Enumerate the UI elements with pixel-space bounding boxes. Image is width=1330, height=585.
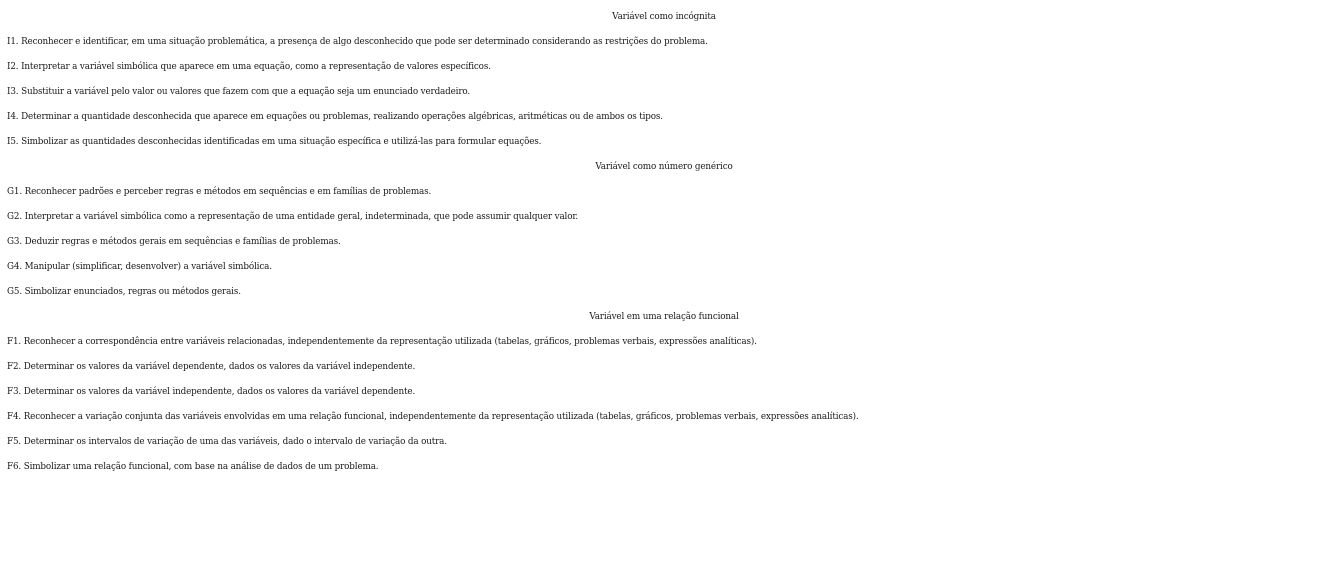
section-heading: Variável como número genérico bbox=[595, 162, 733, 172]
section-variable-in-functional-relation bbox=[0, 305, 1330, 480]
section-heading: Variável como incógnita bbox=[612, 12, 716, 22]
list-item: G3. Deduzir regras e métodos gerais em sequências e famílias de problemas. bbox=[7, 237, 341, 247]
list-item: I2. Interpretar a variável simbólica que aparece em uma equação, como a representação de valores específicos. bbox=[7, 62, 491, 72]
section-variable-as-generic-number bbox=[0, 155, 1330, 305]
list-item: F1. Reconhecer a correspondência entre variáveis relacionadas, independentemente da representação utilizada (tabelas, gráficos, problemas verbais, expressões analíticas). bbox=[7, 337, 757, 347]
list-item: G2. Interpretar a variável simbólica como a representação de uma entidade geral, indeterminada, que pode assumir qualquer valor. bbox=[7, 212, 579, 222]
list-item: I3. Substituir a variável pelo valor ou valores que fazem com que a equação seja um enunciado verdadeiro. bbox=[7, 87, 471, 97]
list-item: G1. Reconhecer padrões e perceber regras e métodos em sequências e em famílias de problemas. bbox=[7, 187, 432, 197]
list-item: F2. Determinar os valores da variável dependente, dados os valores da variável independente. bbox=[7, 362, 416, 372]
list-item: F5. Determinar os intervalos de variação de uma das variáveis, dado o intervalo de variação da outra. bbox=[7, 437, 447, 447]
document-body bbox=[0, 5, 1330, 480]
list-item: I4. Determinar a quantidade desconhecida que aparece em equações ou problemas, realizando operações algébricas, aritméticas ou de ambos os tipos. bbox=[7, 112, 663, 122]
list-item: G5. Simbolizar enunciados, regras ou métodos gerais. bbox=[7, 287, 241, 297]
list-item: G4. Manipular (simplificar, desenvolver) a variável simbólica. bbox=[7, 262, 272, 272]
section-variable-as-unknown bbox=[0, 5, 1330, 155]
list-item: I5. Simbolizar as quantidades desconhecidas identificadas em uma situação específica e utilizá-las para formular equações. bbox=[7, 137, 542, 147]
list-item: F4. Reconhecer a variação conjunta das variáveis envolvidas em uma relação funcional, independentemente da representação utilizada (tabelas, gráficos, problemas verbais, expressões analíticas). bbox=[7, 412, 859, 422]
section-heading: Variável em uma relação funcional bbox=[589, 312, 739, 322]
list-item: I1. Reconhecer e identificar, em uma situação problemática, a presença de algo desconhecido que pode ser determinado considerando as restrições do problema. bbox=[7, 37, 708, 47]
list-item: F3. Determinar os valores da variável independente, dados os valores da variável dependente. bbox=[7, 387, 416, 397]
list-item: F6. Simbolizar uma relação funcional, com base na análise de dados de um problema. bbox=[7, 462, 379, 472]
